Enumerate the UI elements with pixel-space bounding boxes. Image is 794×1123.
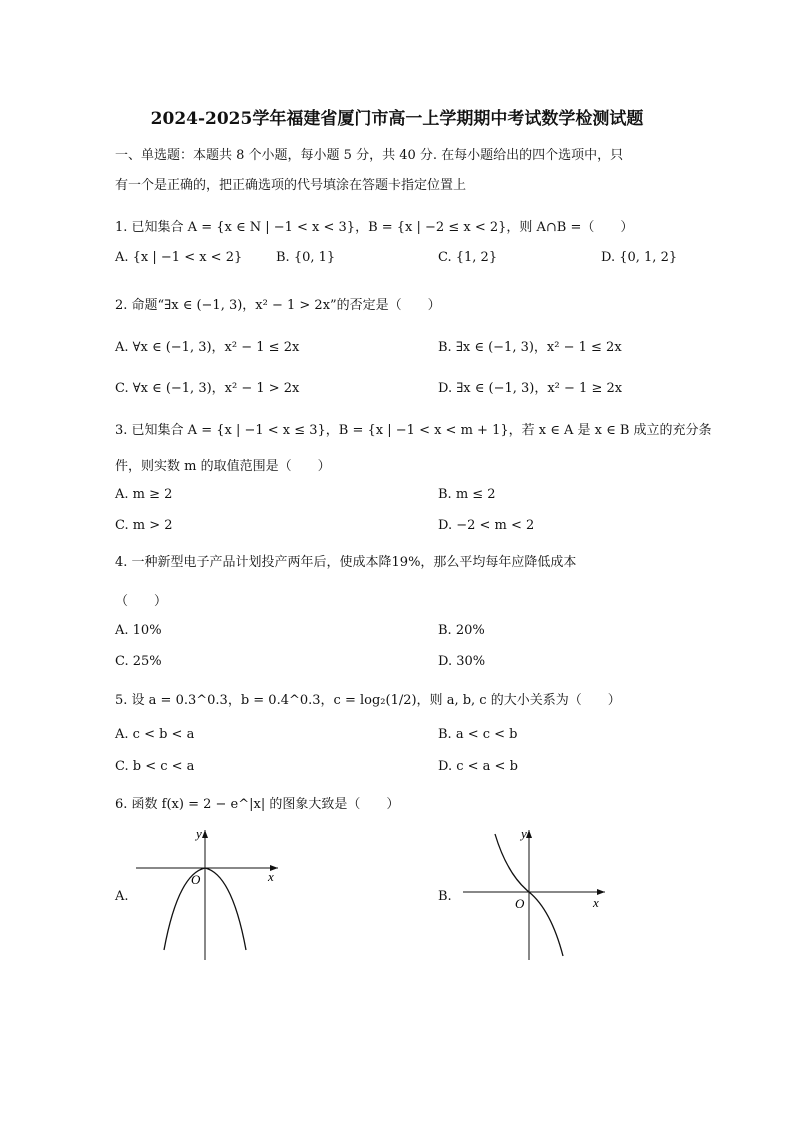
y-axis-arrow bbox=[526, 830, 532, 838]
q3-stem-line1: 3. 已知集合 A = {x | −1 < x ≤ 3}，B = {x | −1 < x < m + 1}，若 x ∈ A 是 x ∈ B 成立的充分条 bbox=[115, 423, 712, 438]
q6-graph-a bbox=[128, 824, 288, 964]
q4-stem-line1: 4. 一种新型电子产品计划投产两年后，使成本降19%，那么平均每年应降低成本 bbox=[115, 555, 577, 570]
origin-label: O bbox=[191, 872, 201, 887]
q3-stem-line2: 件，则实数 m 的取值范围是（ ） bbox=[115, 459, 331, 474]
y-label: y bbox=[196, 826, 202, 841]
q5-option-c: C. b < c < a bbox=[115, 759, 195, 774]
q3-option-d: D. −2 < m < 2 bbox=[438, 518, 535, 533]
q1-option-c: C. {1, 2} bbox=[438, 250, 498, 265]
q2-option-a: A. ∀x ∈ (−1, 3)，x² − 1 ≤ 2x bbox=[115, 340, 300, 355]
q6-option-b-label: B. bbox=[438, 889, 452, 904]
q2-stem: 2. 命题“∃x ∈ (−1, 3)，x² − 1 > 2x”的否定是（ ） bbox=[115, 298, 441, 313]
q5-option-b: B. a < c < b bbox=[438, 727, 518, 742]
origin-label: O bbox=[515, 896, 525, 911]
q2-option-b: B. ∃x ∈ (−1, 3)，x² − 1 ≤ 2x bbox=[438, 340, 622, 355]
q6-option-a-label: A. bbox=[115, 889, 129, 904]
q6-graph-b bbox=[455, 824, 615, 964]
page-title: 2024-2025学年福建省厦门市高一上学期期中考试数学检测试题 bbox=[150, 109, 644, 129]
q3-option-c: C. m > 2 bbox=[115, 518, 173, 533]
q3-option-a: A. m ≥ 2 bbox=[115, 487, 173, 502]
x-label: x bbox=[268, 869, 274, 884]
q4-option-d: D. 30% bbox=[438, 654, 486, 669]
q1-option-a: A. {x | −1 < x < 2} bbox=[115, 250, 243, 265]
q4-option-c: C. 25% bbox=[115, 654, 162, 669]
q5-option-a: A. c < b < a bbox=[115, 727, 195, 742]
q4-option-b: B. 20% bbox=[438, 623, 485, 638]
y-axis-arrow bbox=[202, 830, 208, 838]
section-intro-line1: 一、单选题：本题共 8 个小题，每小题 5 分，共 40 分. 在每小题给出的四个选项中，只 bbox=[115, 148, 624, 163]
q3-option-b: B. m ≤ 2 bbox=[438, 487, 496, 502]
q5-stem: 5. 设 a = 0.3^0.3，b = 0.4^0.3，c = log₂(1/2)，则 a, b, c 的大小关系为（ ） bbox=[115, 693, 621, 708]
q1-option-d: D. {0, 1, 2} bbox=[601, 250, 678, 265]
q5-option-d: D. c < a < b bbox=[438, 759, 518, 774]
section-intro-line2: 有一个是正确的，把正确选项的代号填涂在答题卡指定位置上 bbox=[115, 178, 467, 193]
x-label: x bbox=[593, 895, 599, 910]
q1-stem: 1. 已知集合 A = {x ∈ N | −1 < x < 3}，B = {x | −2 ≤ x < 2}，则 A∩B =（ ） bbox=[115, 220, 634, 235]
q1-option-b: B. {0, 1} bbox=[276, 250, 336, 265]
y-label: y bbox=[521, 826, 527, 841]
q6-stem: 6. 函数 f(x) = 2 − e^|x| 的图象大致是（ ） bbox=[115, 797, 400, 812]
q2-option-c: C. ∀x ∈ (−1, 3)，x² − 1 > 2x bbox=[115, 381, 300, 396]
q4-option-a: A. 10% bbox=[115, 623, 162, 638]
q4-stem-line2: （ ） bbox=[115, 594, 168, 609]
q2-option-d: D. ∃x ∈ (−1, 3)，x² − 1 ≥ 2x bbox=[438, 381, 623, 396]
